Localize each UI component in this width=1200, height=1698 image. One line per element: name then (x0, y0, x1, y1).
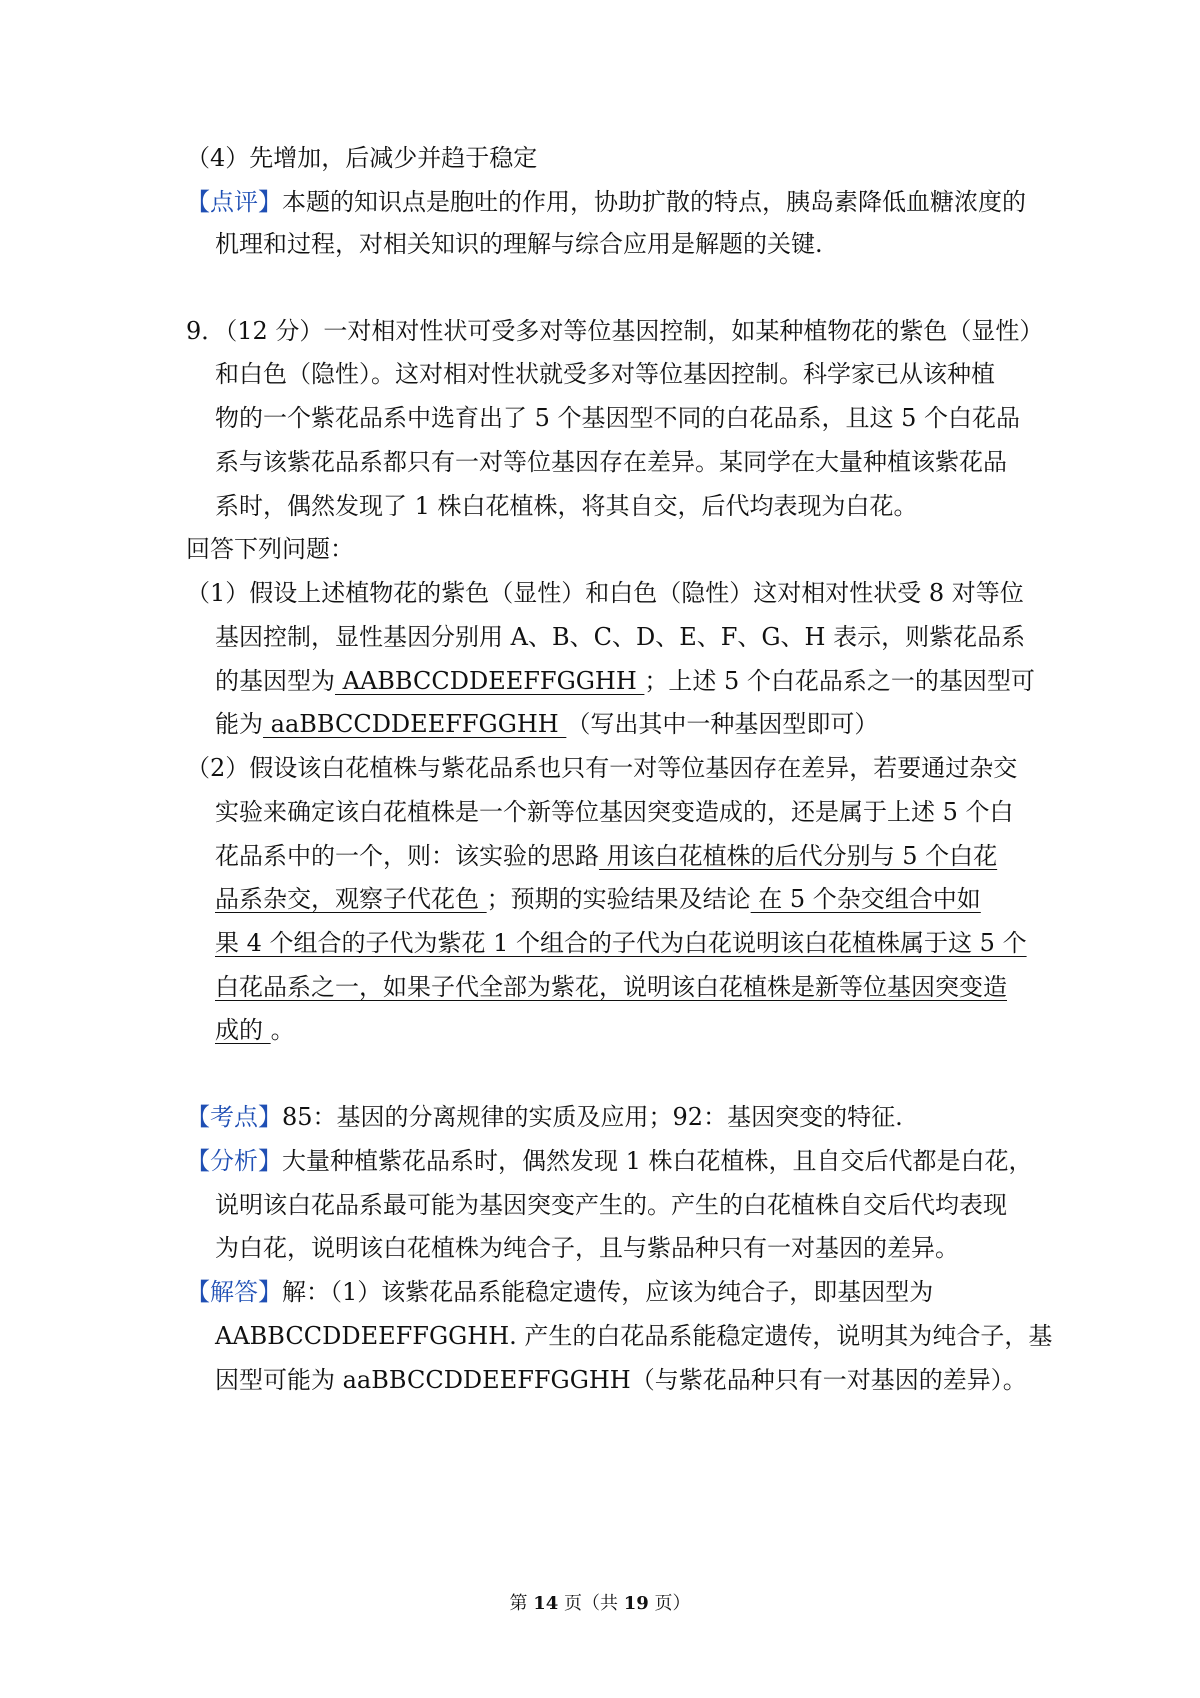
answer-line: （4）先增加，后减少并趋于稳定 (186, 144, 538, 172)
jieda-tag: 【解答】 (186, 1278, 282, 1306)
subquestion-line (215, 665, 1035, 697)
subquestion-line (215, 927, 1027, 959)
comment-line (186, 186, 1026, 218)
page-footer (0, 1592, 1200, 1616)
answer-blank: 品系杂交，观察子代花色 (215, 885, 487, 913)
fenxi-line (186, 1145, 1033, 1177)
subquestion-line: （1）假设上述植物花的紫色（显性）和白色（隐性）这对相对性状受 8 对等位 (186, 579, 1024, 607)
subquestion-line (215, 883, 981, 915)
fenxi-tag: 【分析】 (186, 1147, 282, 1175)
question-line: 9．（12 分）一对相对性状可受多对等位基因控制，如某种植物花的紫色（显性） (186, 317, 1044, 345)
text: 解：（1）该紫花品系能稳定遗传，应该为纯合子，即基因型为 (282, 1278, 934, 1306)
jieda-line: 因型可能为 aaBBCCDDEEFFGGHH（与紫花品种只有一对基因的差异）。 (215, 1366, 1027, 1394)
page-total: 19 (623, 1593, 649, 1614)
fenxi-line: 说明该白花品系最可能为基因突变产生的。产生的白花植株自交后代均表现 (215, 1191, 1007, 1219)
jieda-line (186, 1276, 933, 1308)
answer-blank: 白花品系之一，如果子代全部为紫花，说明该白花植株是新等位基因突变造 (215, 973, 1007, 1001)
text: 第 (509, 1593, 534, 1614)
fenxi-line: 为白花，说明该白花植株为纯合子，且与紫品种只有一对基因的差异。 (215, 1234, 959, 1262)
answer-blank: 成的 (215, 1016, 271, 1044)
page-number: 14 (533, 1593, 559, 1614)
kaodian-tag: 【考点】 (186, 1103, 282, 1131)
answer-blank: 用该白花植株的后代分别与 5 个白花 (599, 842, 998, 870)
text: 能为 (215, 710, 263, 738)
text: ；上述 5 个白花品系之一的基因型可 (644, 667, 1035, 695)
comment-text: 本题的知识点是胞吐的作用，协助扩散的特点，胰岛素降低血糖浓度的 (282, 188, 1026, 216)
text: 85：基因的分离规律的实质及应用；92：基因突变的特征. (282, 1103, 903, 1131)
comment-line: 机理和过程，对相关知识的理解与综合应用是解题的关键. (215, 230, 823, 258)
jieda-line: AABBCCDDEEFFGGHH. 产生的白花品系能稳定遗传，说明其为纯合子，基 (215, 1322, 1053, 1350)
text: ；预期的实验结果及结论 (486, 885, 751, 913)
comment-tag: 【点评】 (186, 188, 282, 216)
text: 。 (270, 1016, 295, 1044)
subquestion-line (215, 1014, 295, 1046)
subquestion-line (215, 840, 997, 872)
subquestion-line (215, 971, 1007, 1003)
subquestion-line: （2）假设该白花植株与紫花品系也只有一对等位基因存在差异，若要通过杂交 (186, 754, 1018, 782)
text: 页） (648, 1593, 691, 1614)
text: （写出其中一种基因型即可） (566, 710, 879, 738)
text: 页（共 (558, 1593, 624, 1614)
question-line: 物的一个紫花品系中选育出了 5 个基因型不同的白花品系，且这 5 个白花品 (215, 404, 1021, 432)
subquestion-line (215, 708, 878, 740)
answer-blank: AABBCCDDEEFFGGHH (335, 667, 645, 695)
kaodian-line (186, 1101, 903, 1133)
text: 大量种植紫花品系时，偶然发现 1 株白花植株，且自交后代都是白花， (282, 1147, 1033, 1175)
answer-blank: 果 4 个组合的子代为紫花 1 个组合的子代为白花说明该白花植株属于这 5 个 (215, 929, 1027, 957)
question-line: 和白色（隐性）。这对相对性状就受多对等位基因控制。科学家已从该种植 (215, 360, 995, 388)
question-line: 系时，偶然发现了 1 株白花植株，将其自交，后代均表现为白花。 (215, 492, 918, 520)
question-prompt: 回答下列问题： (186, 535, 354, 563)
text: 花品系中的一个，则：该实验的思路 (215, 842, 599, 870)
answer-blank: aaBBCCDDEEFFGGHH (263, 710, 567, 738)
question-line: 系与该紫花品系都只有一对等位基因存在差异。某同学在大量种植该紫花品 (215, 448, 1007, 476)
subquestion-line: 实验来确定该白花植株是一个新等位基因突变造成的，还是属于上述 5 个白 (215, 798, 1014, 826)
answer-blank: 在 5 个杂交组合中如 (750, 885, 981, 913)
text: 的基因型为 (215, 667, 335, 695)
subquestion-line: 基因控制，显性基因分别用 A、B、C、D、E、F、G、H 表示，则紫花品系 (215, 623, 1026, 651)
